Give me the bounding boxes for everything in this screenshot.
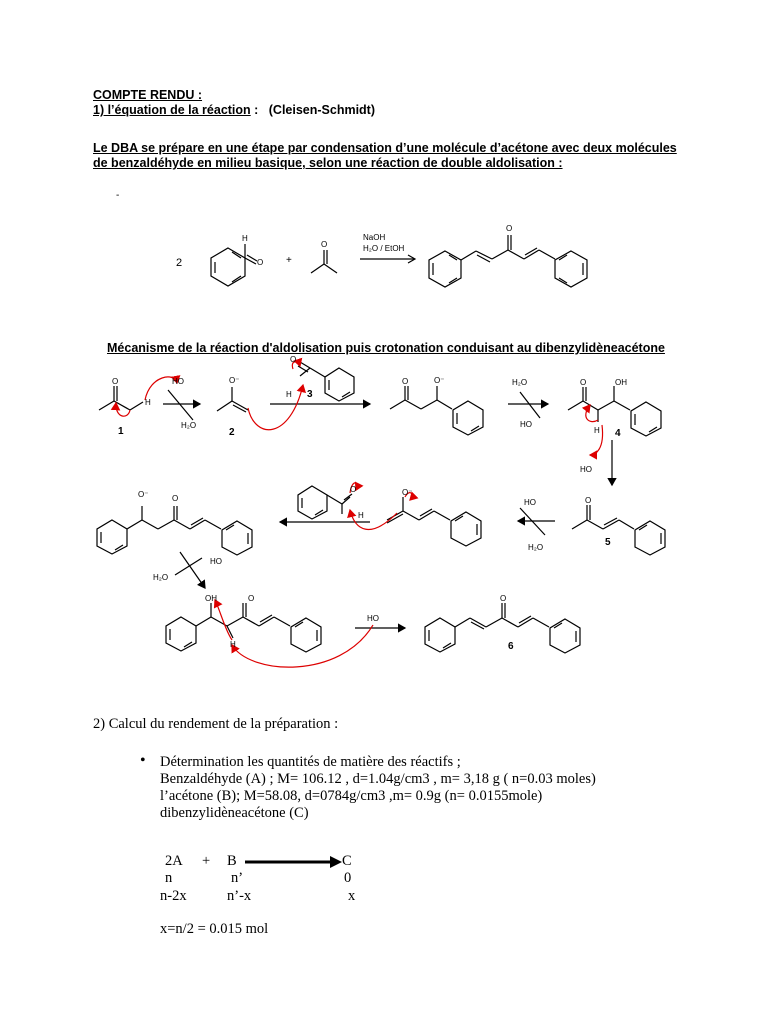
mech-hydroxide: HO bbox=[520, 420, 532, 429]
mech-o-atom: O bbox=[350, 485, 357, 494]
table-cell: B bbox=[227, 853, 237, 869]
table-cell: n’ bbox=[231, 870, 244, 886]
plus-sign: + bbox=[286, 255, 292, 266]
table-cell: + bbox=[202, 853, 211, 869]
compound-label: 3 bbox=[307, 389, 313, 400]
table-cell: x bbox=[348, 888, 356, 904]
section1-reaction-name: (Cleisen-Schmidt) bbox=[268, 103, 376, 117]
mech-water: H₂O bbox=[153, 573, 169, 582]
acetone-o-atom: O bbox=[321, 240, 328, 249]
benzene-ring bbox=[222, 521, 252, 555]
table-cell: n bbox=[165, 870, 173, 886]
intro-line-1: Le DBA se prépare en une étape par condensation d’une molécule d’acétone avec deux molécules bbox=[93, 141, 677, 155]
table-cell: 2A bbox=[165, 853, 183, 869]
mech-o-minus: O⁻ bbox=[138, 490, 149, 499]
compound-label: 2 bbox=[229, 427, 235, 438]
mech-o-atom: O bbox=[112, 377, 119, 386]
compound-label: 1 bbox=[118, 426, 124, 437]
mech-hydroxide: HO bbox=[172, 377, 184, 386]
section2-title: 2) Calcul du rendement de la préparation : bbox=[93, 716, 339, 732]
compound-label: 5 bbox=[605, 537, 611, 548]
benzene-ring bbox=[555, 251, 587, 287]
reagent-base: NaOH bbox=[363, 233, 386, 242]
section2-line-4: dibenzylidèneacétone (C) bbox=[160, 805, 309, 821]
mech-o-minus: O⁻ bbox=[402, 488, 413, 497]
benzene-ring bbox=[550, 619, 580, 653]
aldehyde-h-atom: H bbox=[242, 234, 248, 243]
benzene-ring bbox=[453, 401, 483, 435]
mech-h-atom: H bbox=[594, 426, 600, 435]
dash-marker: - bbox=[116, 190, 120, 201]
aldehyde-o-atom: O bbox=[257, 258, 264, 267]
section2-line-3: l’acétone (B); M=58.08, d=0784g/cm3 ,m= 0.9g (n= 0.0155mole) bbox=[160, 788, 543, 804]
result-line: x=n/2 = 0.015 mol bbox=[160, 921, 269, 937]
mech-hydroxide: HO bbox=[580, 465, 592, 474]
benzene-ring bbox=[635, 521, 665, 555]
mech-hydroxide: HO bbox=[210, 557, 222, 566]
benzene-ring bbox=[429, 251, 461, 287]
mechanism-title: Mécanisme de la réaction d'aldolisation puis crotonation conduisant au dibenzylidèneacétone bbox=[107, 341, 665, 355]
mech-h-atom: H bbox=[286, 390, 292, 399]
mech-water: H₂O bbox=[528, 543, 544, 552]
reagent-solvent: H₂O / EtOH bbox=[363, 244, 405, 253]
section2-line-1: Détermination les quantités de matière des réactifs ; bbox=[160, 754, 461, 770]
mech-h-atom: H bbox=[145, 398, 151, 407]
benzene-ring bbox=[298, 486, 327, 519]
bullet-icon: • bbox=[140, 752, 146, 769]
mech-o-atom: O bbox=[580, 378, 587, 387]
mech-o-atom: O bbox=[402, 377, 409, 386]
dba-o-atom: O bbox=[506, 224, 513, 233]
mech-o-atom: O bbox=[290, 355, 297, 364]
compound-label: 4 bbox=[615, 428, 621, 439]
mech-hydroxyl: OH bbox=[205, 594, 217, 603]
benzene-ring bbox=[166, 617, 196, 651]
mech-hydroxide: HO bbox=[524, 498, 536, 507]
table-cell: 0 bbox=[344, 870, 352, 886]
intro-line-2: de benzaldéhyde en milieu basique, selon une réaction de double aldolisation : bbox=[93, 156, 563, 170]
benzene-ring bbox=[291, 618, 321, 652]
table-cell: n’-x bbox=[227, 888, 252, 904]
benzene-ring bbox=[97, 520, 127, 554]
mech-water: H₂O bbox=[512, 378, 528, 387]
benzene-ring bbox=[451, 512, 481, 546]
table-cell: n-2x bbox=[160, 888, 187, 904]
section1-separator: : bbox=[250, 103, 269, 117]
mech-hydroxide: HO bbox=[367, 614, 379, 623]
mech-h-atom: H bbox=[358, 511, 364, 520]
benzene-ring bbox=[325, 368, 354, 401]
benzene-ring bbox=[631, 402, 661, 436]
compound-label: 6 bbox=[508, 641, 514, 652]
mech-hydroxyl: OH bbox=[615, 378, 627, 387]
mech-o-atom: O bbox=[500, 594, 507, 603]
mech-o-minus: O⁻ bbox=[434, 376, 445, 385]
section2-line-2: Benzaldéhyde (A) ; M= 106.12 , d=1.04g/cm3 , m= 3,18 g ( n=0.03 moles) bbox=[160, 771, 596, 787]
doc-title: COMPTE RENDU : bbox=[93, 88, 203, 102]
benzene-ring bbox=[211, 248, 245, 286]
section1-heading bbox=[93, 103, 375, 117]
section1-number: 1) l’équation de la réaction bbox=[93, 103, 251, 117]
coefficient: 2 bbox=[176, 257, 183, 269]
table-cell: C bbox=[342, 853, 352, 869]
mech-o-atom: O bbox=[585, 496, 592, 505]
mech-o-atom: O bbox=[172, 494, 179, 503]
mech-o-minus: O⁻ bbox=[229, 376, 240, 385]
mech-h-atom: H bbox=[230, 640, 236, 649]
mech-o-atom: O bbox=[248, 594, 255, 603]
mech-water: H₂O bbox=[181, 421, 197, 430]
benzene-ring bbox=[425, 618, 455, 652]
